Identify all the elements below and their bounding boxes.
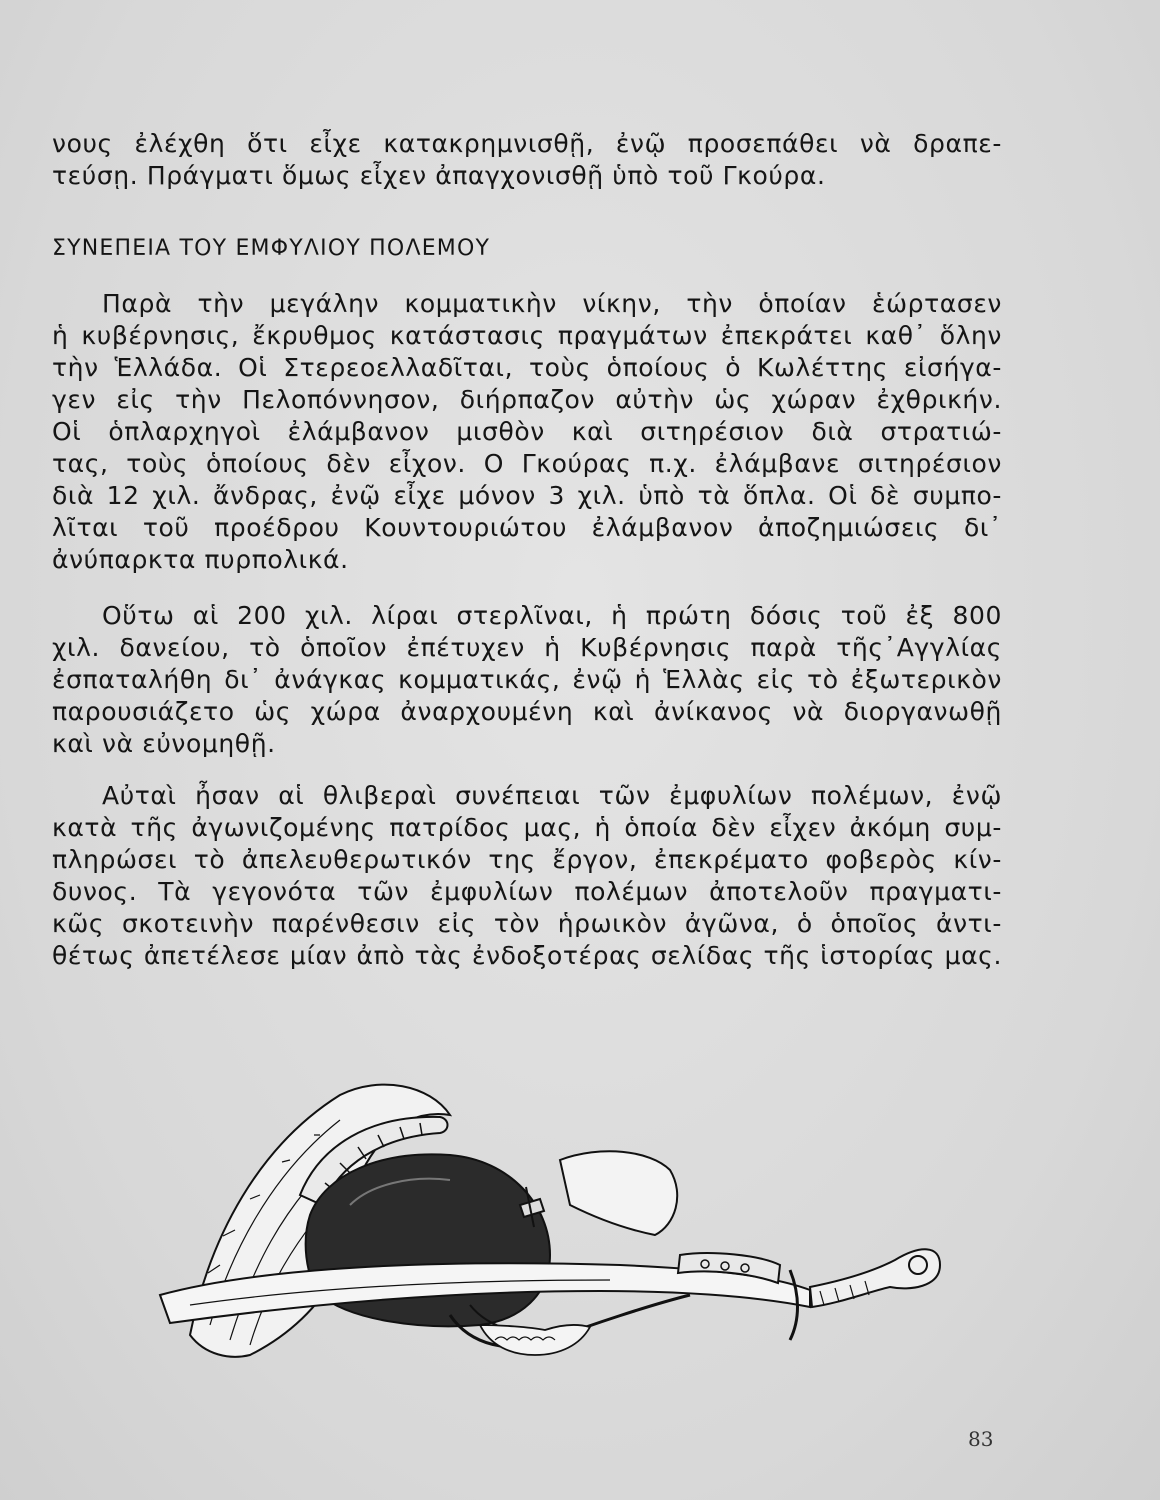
paragraph-3 [52,780,1002,972]
text-line: δυνος. Τὰ γεγονότα τῶν ἐμφυλίων πολέμων ἀποτελοῦν πραγματι- [52,877,1002,906]
text-line: τεύσῃ. Πράγματι ὅμως εἶχεν ἀπαγχονισθῇ ὑπὸ τοῦ Γκούρα. [52,161,826,190]
text-line: θέτως ἀπετέλεσε μίαν ἀπὸ τὰς ἐνδοξοτέρας σελίδας τῆς ἱστορίας μας. [52,941,1002,970]
text-line: πληρώσει τὸ ἀπελευθερωτικόν της ἔργον, ἐπεκρέματο φοβερὸς κίν- [52,845,1002,874]
text-line: γεν εἰς τὴν Πελοπόννησον, διήρπαζον αὐτὴν ὡς χώραν ἐχθρικήν. [52,385,1002,414]
page-number: 83 [968,1427,994,1451]
text-line: κατὰ τῆς ἀγωνιζομένης πατρίδος μας, ἡ ὁποία δὲν εἶχεν ἀκόμη συμ- [52,813,1002,842]
text-line: τὴν Ἑλλάδα. Οἱ Στερεοελλαδῖται, τοὺς ὁποίους ὁ Κωλέττης εἰσήγα- [52,353,1002,382]
text-block-top [52,128,1002,192]
text-line: λῖται τοῦ προέδρου Κουντουριώτου ἐλάμβανον ἀποζημιώσεις δι᾽ [52,513,1002,542]
text-line: χιλ. δανείου, τὸ ὁποῖον ἐπέτυχεν ἡ Κυβέρνησις παρὰ τῆς᾽Αγγλίας [52,633,1002,662]
text-line: διὰ 12 χιλ. ἄνδρας, ἐνῷ εἶχε μόνον 3 χιλ. ὑπὸ τὰ ὅπλα. Οἱ δὲ συμπο- [52,481,1002,510]
text-line: Οἱ ὁπλαρχηγοὶ ἐλάμβανον μισθὸν καὶ σιτηρέσιον διὰ στρατιώ- [52,417,1002,446]
section-heading: ΣΥΝΕΠΕΙΑ ΤΟΥ ΕΜΦΥΛΙΟΥ ΠΟΛΕΜΟΥ [52,236,491,261]
text-line: ἐσπαταλήθη δι᾽ ἀνάγκας κομματικάς, ἐνῷ ἡ Ἑλλὰς εἰς τὸ ἐξωτερικὸν [52,665,1002,694]
text-line: κῶς σκοτεινὴν παρένθεσιν εἰς τὸν ἡρωικὸν ἀγῶνα, ὁ ὁποῖος ἀντι- [52,909,1002,938]
text-line: ἡ κυβέρνησις, ἔκρυθμος κατάστασις πραγμάτων ἐπεκράτει καθ᾽ ὅλην [52,321,1002,350]
text-line: Αὐταὶ ἦσαν αἱ θλιβεραὶ συνέπειαι τῶν ἐμφυλίων πολέμων, ἐνῷ [102,781,1002,810]
paragraph-1 [52,288,1002,576]
text-line: ἀνύπαρκτα πυρπολικά. [52,545,349,574]
text-line: τας, τοὺς ὁποίους δὲν εἶχον. Ο Γκούρας π.χ. ἐλάμβανε σιτηρέσιον [52,449,1002,478]
text-line: καὶ νὰ εὐνομηθῇ. [52,729,276,758]
text-line: Παρὰ τὴν μεγάλην κομματικὴν νίκην, τὴν ὁποίαν ἑώρτασεν [102,289,1002,318]
helmet-and-sword-illustration [150,1055,950,1385]
text-line: Οὕτω αἱ 200 χιλ. λίραι στερλῖναι, ἡ πρώτη δόσις τοῦ ἐξ 800 [102,601,1002,630]
paragraph-2 [52,600,1002,760]
text-line: νους ἐλέχθη ὅτι εἶχε κατακρημνισθῇ, ἐνῷ προσεπάθει νὰ δραπε- [52,129,1002,158]
text-line: παρουσιάζετο ὡς χώρα ἀναρχουμένη καὶ ἀνίκανος νὰ διοργανωθῇ [52,697,1002,726]
